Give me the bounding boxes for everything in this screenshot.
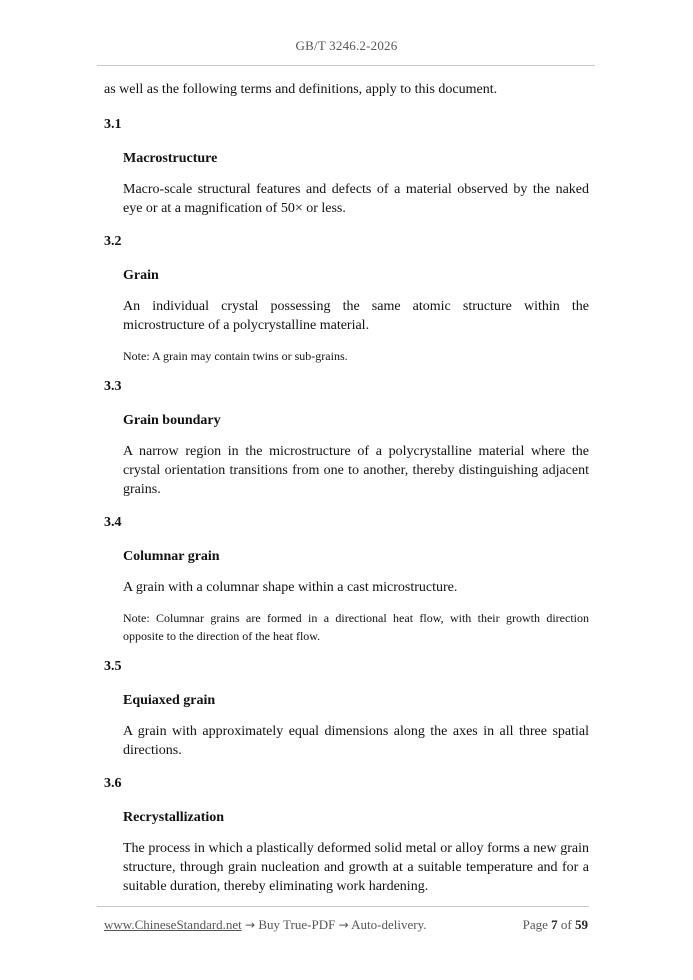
term-name: Columnar grain — [123, 549, 220, 564]
page-header — [0, 38, 693, 54]
term-name: Recrystallization — [123, 810, 225, 825]
of-label: of — [560, 917, 572, 932]
term-name: Macrostructure — [123, 151, 218, 166]
term-definition: A grain with approximately equal dimensions along the axes in all three spatial directions. — [123, 724, 589, 758]
term-entry-3-6 — [104, 774, 589, 896]
site-link[interactable]: www.ChineseStandard.net — [104, 917, 242, 932]
term-name: Grain — [123, 268, 159, 283]
term-entry-3-5 — [104, 657, 589, 760]
page-counter — [523, 917, 588, 933]
term-definition: Macro-scale structural features and defects of a material observed by the naked eye or at a magnification of 50× or less. — [123, 182, 589, 216]
term-definition: An individual crystal possessing the same atomic structure within the microstructure of a polycrystalline material. — [123, 299, 589, 333]
arrow-right-icon: → — [338, 918, 349, 932]
current-page-number: 7 — [551, 917, 558, 932]
term-number: 3.5 — [104, 659, 122, 674]
buy-true-pdf-text: Buy True-PDF — [258, 917, 336, 932]
footer-promo — [104, 917, 427, 933]
auto-delivery-text: Auto-delivery. — [351, 917, 427, 932]
term-note: Note: A grain may contain twins or sub-grains. — [123, 349, 348, 363]
total-page-count: 59 — [575, 917, 588, 932]
arrow-right-icon: → — [245, 918, 256, 932]
term-definition: The process in which a plastically deformed solid metal or alloy forms a new grain structure, through grain nucleation and growth at a suitable temperature and for a suitable duration, thereby eliminating work hardening. — [123, 841, 589, 894]
term-number: 3.2 — [104, 234, 122, 249]
term-number: 3.4 — [104, 515, 122, 530]
term-number: 3.6 — [104, 776, 122, 791]
term-number: 3.3 — [104, 379, 122, 394]
term-entry-3-1 — [104, 115, 589, 218]
document-body — [104, 80, 589, 910]
term-entry-3-2 — [104, 232, 589, 365]
term-definition: A grain with a columnar shape within a cast microstructure. — [123, 580, 458, 595]
document-code: GB/T 3246.2-2026 — [295, 38, 398, 53]
term-entry-3-4 — [104, 513, 589, 645]
intro-paragraph: as well as the following terms and definitions, apply to this document. — [104, 82, 498, 97]
term-name: Equiaxed grain — [123, 693, 216, 708]
term-definition: A narrow region in the microstructure of a polycrystalline material where the crystal orientation transitions from one to another, thereby distinguishing adjacent grains. — [123, 444, 589, 497]
term-name: Grain boundary — [123, 413, 221, 428]
term-entry-3-3 — [104, 377, 589, 499]
page-label: Page — [522, 917, 548, 932]
header-divider — [97, 65, 595, 66]
term-note: Note: Columnar grains are formed in a directional heat flow, with their growth direction opposite to the direction of the heat flow. — [123, 611, 589, 643]
term-number: 3.1 — [104, 117, 122, 132]
footer-divider — [97, 906, 589, 907]
